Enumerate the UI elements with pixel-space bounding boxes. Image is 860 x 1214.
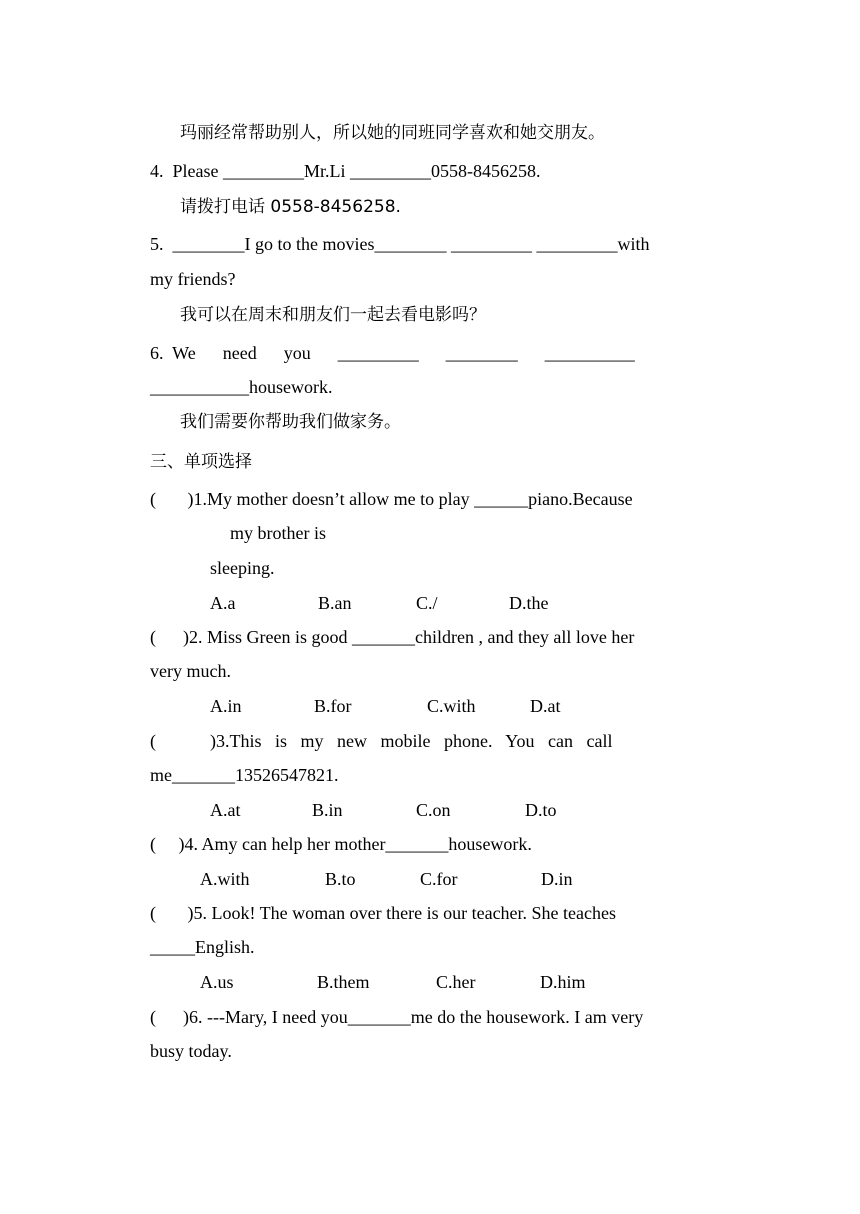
mc-q4-options [0,866,860,892]
mc-q4-stem: ( )4. Amy can help her mother_______housework. [150,834,532,854]
mc-q2-option-d: D.at [530,696,561,716]
q6-english-sentence-line1: 6. We need you _________ ________ __________ [150,343,635,363]
mc-q2-stem: ( )2. Miss Green is good _______children , and they all love her [150,627,635,647]
q6-chinese-translation: 我们需要你帮助我们做家务。 [180,412,401,432]
mc-q5-option-b: B.them [317,972,370,992]
mc-q5-options [0,969,860,995]
mc-q4-option-c: C.for [420,869,458,889]
mc-q1-option-a: A.a [210,593,236,613]
mc-q1-option-c: C./ [416,593,438,613]
mc-q1-option-d: D.the [509,593,549,613]
q5-english-sentence-line1: 5. ________I go to the movies________ _________ _________with [150,234,650,254]
q5-english-sentence-line2: my friends? [150,269,236,289]
mc-q2-option-b: B.for [314,696,352,716]
mc-q3-option-c: C.on [416,800,451,820]
mc-q2-options [0,693,860,719]
mc-q4-option-a: A.with [200,869,250,889]
q4-chinese-translation: 请拨打电话 0558-8456258. [180,197,401,217]
mc-q6-stem-line2: busy today. [150,1041,232,1061]
mc-q2-option-c: C.with [427,696,476,716]
mc-q4-option-b: B.to [325,869,356,889]
mc-q1-option-b: B.an [318,593,352,613]
mc-q3-options [0,797,860,823]
q4-english-sentence: 4. Please _________Mr.Li _________0558-8456258. [150,161,541,181]
mc-q5-option-d: D.him [540,972,586,992]
mc-q1-stem-line2: my brother is [230,523,326,543]
mc-q5-option-a: A.us [200,972,234,992]
q3-chinese-translation: 玛丽经常帮助别人，所以她的同班同学喜欢和她交朋友。 [180,123,605,143]
mc-q4-option-d: D.in [541,869,573,889]
mc-q5-stem: ( )5. Look! The woman over there is our teacher. She teaches [150,903,617,923]
mc-q1-stem-line3: sleeping. [210,558,275,578]
mc-q3-stem-line2: me_______13526547821. [150,765,339,785]
mc-q3-option-b: B.in [312,800,343,820]
mc-q3-option-a: A.at [210,800,241,820]
mc-q5-option-c: C.her [436,972,476,992]
mc-q3-option-d: D.to [525,800,557,820]
mc-q6-stem: ( )6. ---Mary, I need you_______me do the housework. I am very [150,1007,644,1027]
mc-q2-stem-line2: very much. [150,661,231,681]
mc-q1-stem: ( )1.My mother doesn’t allow me to play ______piano.Because [150,489,633,509]
mc-q3-stem: ( )3.This is my new mobile phone. You can call [150,731,613,751]
section-title: 三、单项选择 [150,452,252,472]
q5-chinese-translation: 我可以在周末和朋友们一起去看电影吗？ [180,305,486,325]
mc-q1-options [0,590,860,616]
mc-q5-stem-line2: _____English. [150,937,255,957]
mc-q2-option-a: A.in [210,696,242,716]
q6-english-sentence-line2: ___________housework. [150,377,333,397]
